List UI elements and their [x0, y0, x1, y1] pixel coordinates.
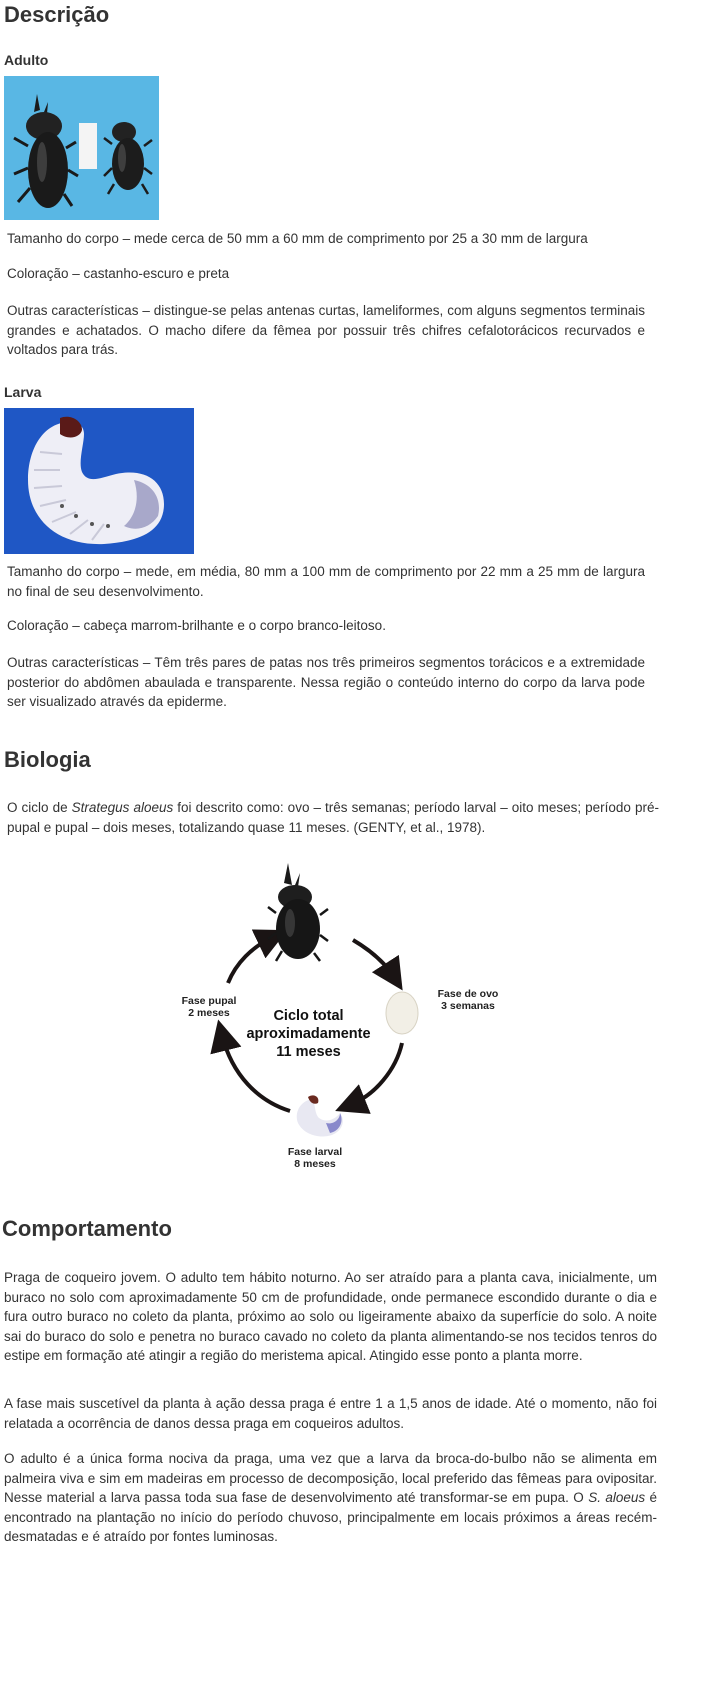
subheading-adulto: Adulto: [4, 52, 49, 68]
comportamento-paragraph-2: A fase mais suscetível da planta à ação dessa praga é entre 1 a 1,5 anos de idade. Até o momento, não foi relatada a ocorrência de danos dessa praga em coqueiros adultos.: [4, 1396, 657, 1431]
adult-beetles-image: [4, 76, 159, 220]
label-fase-pupal-line2: 2 meses: [188, 1007, 230, 1019]
arrow-pupa-to-adult-icon: [228, 937, 273, 983]
cycle-egg-icon: [386, 992, 418, 1034]
comportamento-p3-pre: O adulto é a única forma nociva da praga, uma vez que a larva da broca-do-bulbo não se alimenta em palmeira viva e sim em madeiras em processo de decomposição, local preferido das fêmeas para ovipositar. Nesse material a larva passa toda sua fase de desenvolvimento até transformar-se em pupa. O: [4, 1451, 657, 1505]
biologia-species-name: Strategus aloeus: [71, 800, 174, 815]
label-fase-pupal-line1: Fase pupal: [181, 995, 237, 1007]
larva-coloracao-text: Coloração – cabeça marrom-brilhante e o corpo branco-leitoso.: [7, 618, 386, 633]
cycle-center-line2: aproximadamente: [246, 1026, 371, 1042]
adulto-coloracao-text: Coloração – castanho-escuro e preta: [7, 266, 230, 281]
arrow-adult-to-egg-icon: [353, 940, 394, 977]
larva-photo: [4, 408, 194, 554]
label-fase-ovo-line2: 3 semanas: [441, 1000, 495, 1012]
comportamento-p3-species: S. aloeus: [588, 1490, 646, 1505]
label-fase-larval-line1: Fase larval: [287, 1146, 343, 1158]
cycle-center-line3: 11 meses: [276, 1044, 341, 1060]
cycle-center-line1: Ciclo total: [273, 1008, 344, 1024]
comportamento-p3-post: é encontrado na plantação no início do período chuvoso, principalmente em locais próximos a áreas recém-desmatadas e é atraído por fontes luminosas.: [4, 1490, 657, 1544]
biologia-intro-text: [7, 798, 659, 837]
subheading-larva: Larva: [4, 384, 42, 400]
cycle-larva-icon: [297, 1095, 343, 1136]
section-heading-descricao: Descrição: [4, 2, 110, 27]
life-cycle-diagram: [170, 855, 530, 1175]
section-heading-biologia: Biologia: [4, 747, 91, 772]
biologia-intro-post: foi descrito como: ovo – três semanas; período larval – oito meses; período pré-pupal e pupal – dois meses, totalizando quase 11 meses. (GENTY, et al., 1978).: [7, 800, 659, 835]
adulto-tamanho-text: Tamanho do corpo – mede cerca de 50 mm a 60 mm de comprimento por 25 a 30 mm de largura: [7, 231, 588, 246]
section-heading-comportamento: Comportamento: [2, 1216, 172, 1241]
larva-outras-text: Outras características – Têm três pares de patas nos três primeiros segmentos torácicos e a extremidade posterior do abdômen abaulada e transparente. Nessa região o conteúdo interno do corpo da larva pode ser visualizado através da epiderme.: [7, 655, 645, 709]
cycle-center-label: [236, 1007, 381, 1061]
label-fase-ovo: [428, 988, 508, 1012]
label-fase-ovo-line1: Fase de ovo: [437, 988, 499, 1000]
label-fase-larval: [274, 1146, 356, 1170]
cycle-adult-beetle-icon: [268, 863, 328, 961]
comportamento-paragraph-1: Praga de coqueiro jovem. O adulto tem hábito noturno. Ao ser atraído para a planta cava, inicialmente, um buraco no solo com aproximadamente 50 cm de profundidade, onde permanece escondido durante o dia e fura outro buraco no coleto da planta, próximo ao solo ou ligeiramente abaixo da superfície do solo. A noite sai do buraco do solo e penetra no buraco cavado no coleto da planta alimentando-se nos tecidos tenros do estipe em formação até atingir a região do meristema apical. Atingido esse ponto a planta morre.: [4, 1270, 657, 1363]
label-fase-larval-line2: 8 meses: [294, 1158, 336, 1170]
adulto-outras-text: Outras características – distingue-se pelas antenas curtas, lameliformes, com alguns segmentos terminais grandes e achatados. O macho difere da fêmea por possuir três chifres cefalotorácicos recurvados e voltados para trás.: [7, 303, 645, 357]
larva-tamanho-text: Tamanho do corpo – mede, em média, 80 mm a 100 mm de comprimento por 22 mm a 25 mm de largura no final de seu desenvolvimento.: [7, 564, 645, 599]
biologia-intro-pre: O ciclo de: [7, 800, 72, 815]
adult-beetle-photo: [4, 76, 159, 220]
comportamento-paragraph-3: [4, 1449, 657, 1547]
larva-image: [4, 408, 194, 554]
